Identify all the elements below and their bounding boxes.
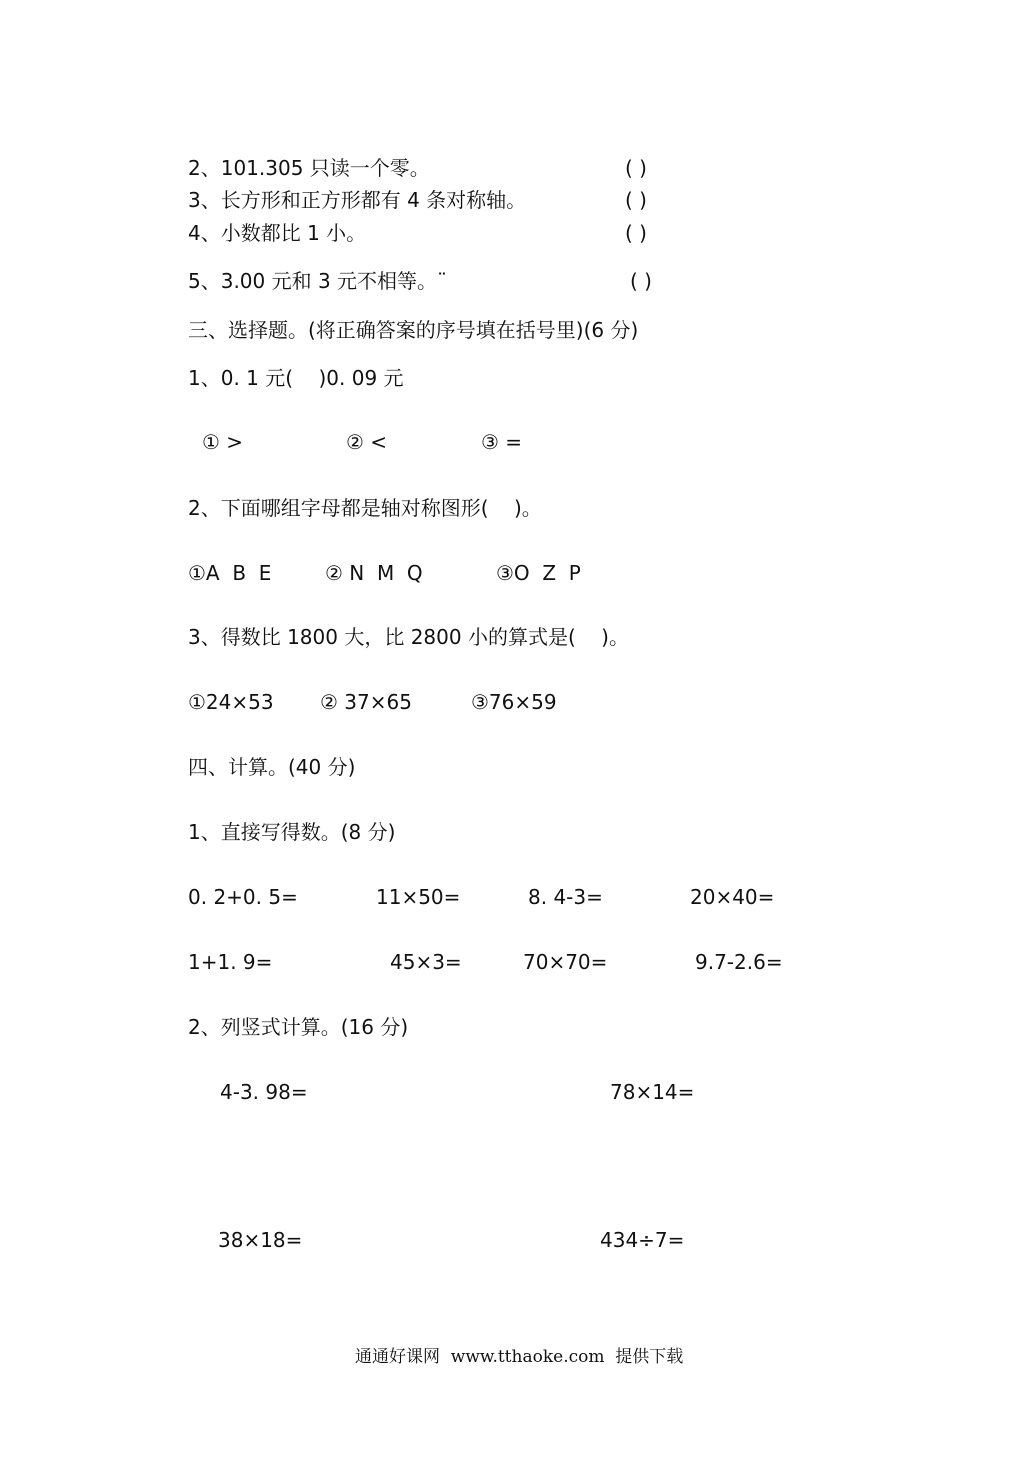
question-2-option-b: ② N M Q: [325, 561, 423, 585]
judgement-item-2: 2、101.305 只读一个零。: [188, 156, 430, 180]
question-1-option-a: ① >: [202, 430, 244, 454]
oral-calc-item: 8. 4-3=: [528, 885, 603, 909]
vertical-calc-item: 78×14=: [610, 1080, 695, 1104]
judgement-item-5: 5、3.00 元和 3 元不相等。¨: [188, 269, 448, 293]
answer-bracket[interactable]: ( ): [625, 188, 647, 212]
answer-bracket[interactable]: ( ): [625, 156, 647, 180]
question-3-stem: 3、得数比 1800 大，比 2800 小的算式是( )。: [188, 625, 629, 649]
question-1-stem: 1、0. 1 元( )0. 09 元: [188, 366, 404, 390]
question-3-option-b: ② 37×65: [320, 690, 412, 714]
answer-bracket[interactable]: ( ): [625, 221, 647, 245]
part-1-title: 1、直接写得数。(8 分): [188, 820, 396, 844]
judgement-item-3: 3、长方形和正方形都有 4 条对称轴。: [188, 188, 527, 212]
oral-calc-item: 9.7-2.6=: [695, 950, 783, 974]
oral-calc-item: 45×3=: [390, 950, 462, 974]
section-3-title: 三、选择题。(将正确答案的序号填在括号里)(6 分): [188, 318, 639, 342]
question-2-option-c: ③O Z P: [496, 561, 581, 585]
vertical-calc-item: 38×18=: [218, 1228, 303, 1252]
vertical-calc-item: 4-3. 98=: [220, 1080, 308, 1104]
question-3-option-a: ①24×53: [188, 690, 274, 714]
question-1-option-c: ③ =: [481, 430, 523, 454]
oral-calc-item: 11×50=: [376, 885, 461, 909]
oral-calc-item: 70×70=: [523, 950, 608, 974]
oral-calc-item: 0. 2+0. 5=: [188, 885, 298, 909]
oral-calc-item: 1+1. 9=: [188, 950, 273, 974]
answer-bracket[interactable]: ( ): [630, 269, 652, 293]
judgement-item-4: 4、小数都比 1 小。: [188, 221, 367, 245]
question-3-option-c: ③76×59: [471, 690, 557, 714]
vertical-calc-item: 434÷7=: [600, 1228, 685, 1252]
part-2-title: 2、列竖式计算。(16 分): [188, 1015, 409, 1039]
oral-calc-item: 20×40=: [690, 885, 775, 909]
section-4-title: 四、计算。(40 分): [188, 755, 356, 779]
question-2-stem: 2、下面哪组字母都是轴对称图形( )。: [188, 496, 542, 520]
download-footer: 通通好课网 www.tthaoke.com 提供下载: [355, 1347, 684, 1367]
question-2-option-a: ①A B E: [188, 561, 272, 585]
question-1-option-b: ② <: [346, 430, 388, 454]
